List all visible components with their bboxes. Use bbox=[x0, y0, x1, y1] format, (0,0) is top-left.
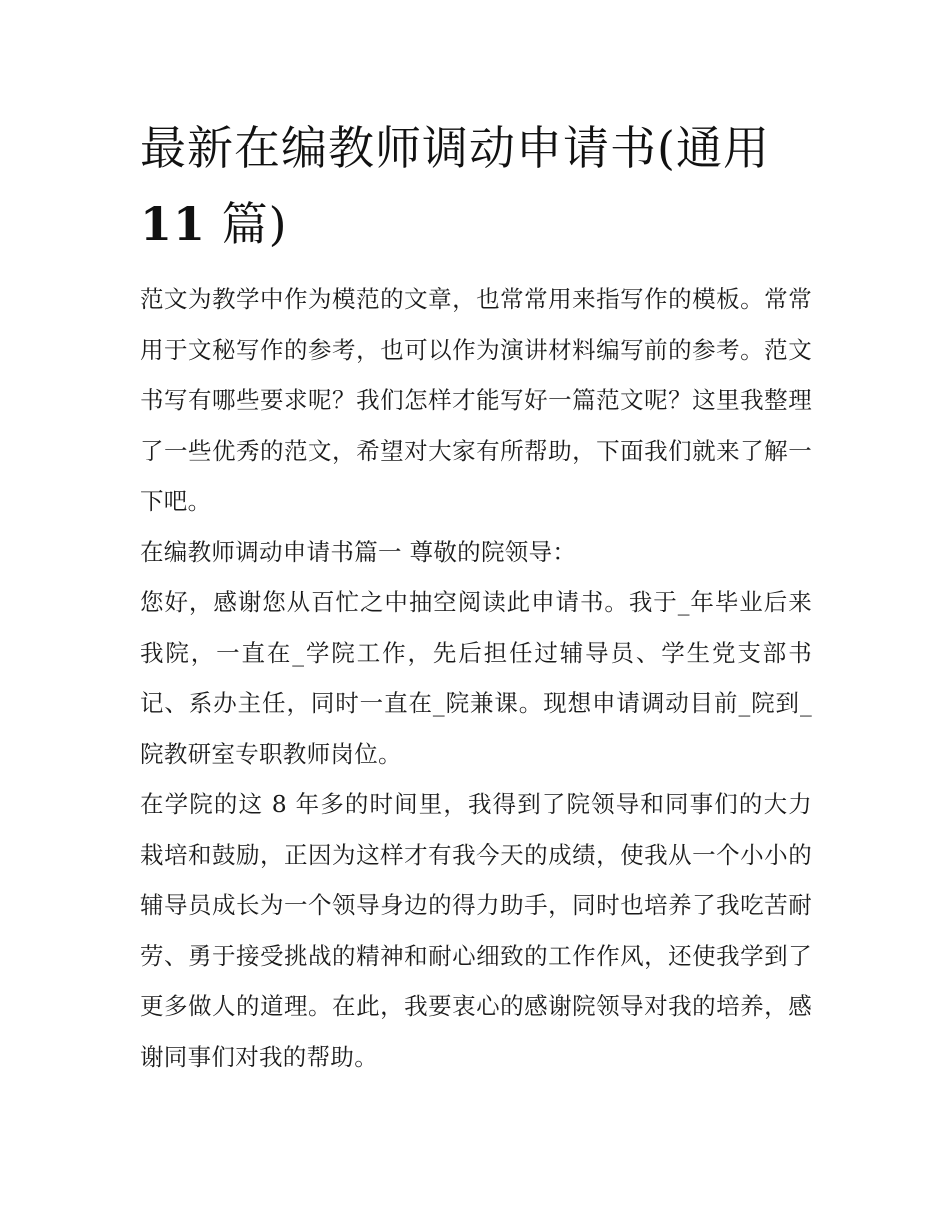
document-body bbox=[140, 110, 812, 1082]
letter-heading: 在编教师调动申请书篇一 尊敬的院领导： bbox=[140, 537, 577, 566]
letter-paragraph-1: 您好，感谢您从百忙之中抽空阅读此申请书。我于_年毕业后来我院，一直在_学院工作，先后担任过辅导员、学生党支部书记、系办主任，同时一直在_院兼课。现想申请调动目前_院到_院教研室专职教师岗位。 bbox=[140, 588, 812, 768]
letter-paragraph-2: 在学院的这 8 年多的时间里，我得到了院领导和同事们的大力栽培和鼓励，正因为这样才有我今天的成绩，使我从一个小小的辅导员成长为一个领导身边的得力助手，同时也培养了我吃苦耐劳、勇于接受挑战的精神和耐心细致的工作作风，还使我学到了更多做人的道理。在此，我要衷心的感谢院领导对我的培养，感谢同事们对我的帮助。 bbox=[140, 790, 812, 1071]
title-line-1: 最新在编教师调动申请书(通用 bbox=[140, 121, 770, 175]
title-line-2: 篇) bbox=[206, 197, 288, 251]
title-count: 11 bbox=[140, 197, 207, 251]
intro-paragraph: 范文为教学中作为模范的文章，也常常用来指写作的模板。常常用于文秘写作的参考，也可以作为演讲材料编写前的参考。范文书写有哪些要求呢？我们怎样才能写好一篇范文呢？这里我整理了一些优秀的范文，希望对大家有所帮助，下面我们就来了解一下吧。 bbox=[140, 285, 812, 515]
document-title bbox=[140, 110, 812, 262]
